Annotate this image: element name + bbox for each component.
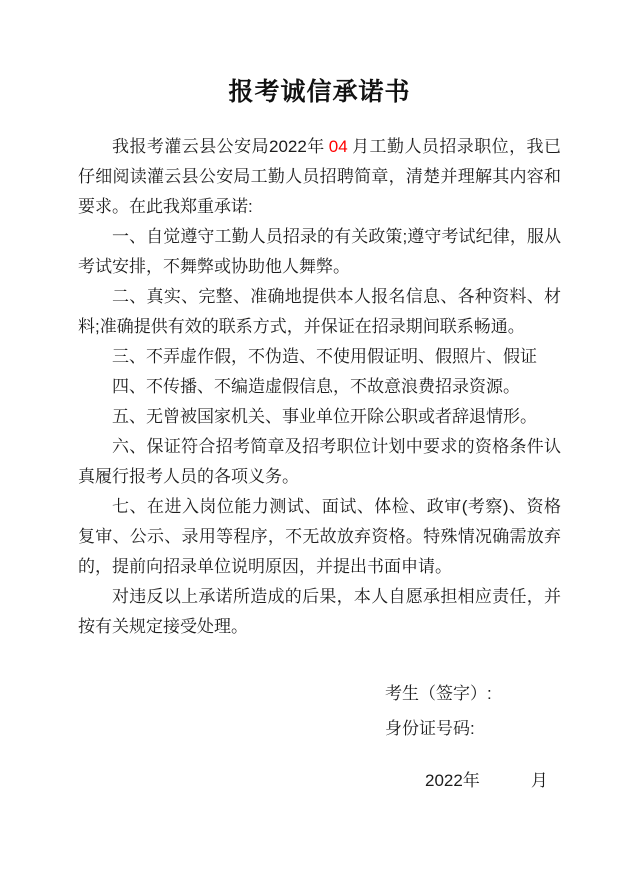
commitment-item-7: 七、在进入岗位能力测试、面试、体检、政审(考察)、资格复审、公示、录用等程序，不无故放弃资格。特殊情况确需放弃的，提前向招录单位说明原因，并提出书面申请。 [78, 497, 561, 576]
intro-paragraph [78, 132, 561, 222]
intro-text-prefix: 我报考灌云县公安局2022年 [112, 137, 325, 156]
highlighted-month: 04 [328, 137, 348, 156]
closing-paragraph: 对违反以上承诺所造成的后果，本人自愿承担相应责任，并按有关规定接受处理。 [78, 587, 561, 636]
intro-text-suffix: 月工勤人员招录职位，我已仔细阅读灌云县公安局工勤人员招聘简章，清楚并理解其内容和要求。在此我郑重承诺: [78, 137, 562, 216]
commitment-item-3: 三、不弄虚作假，不伪造、不使用假证明、假照片、假证 [112, 347, 537, 366]
commitment-item-5: 五、无曾被国家机关、事业单位开除公职或者辞退情形。 [112, 407, 537, 426]
id-number-label: 身份证号码: [385, 719, 475, 738]
commitment-item-6: 六、保证符合招考简章及招考职位计划中要求的资格条件认真履行报考人员的各项义务。 [78, 437, 561, 486]
date-line: 2022年 月 [425, 771, 548, 790]
commitment-item-2: 二、真实、完整、准确地提供本人报名信息、各种资料、材料;准确提供有效的联系方式，并保证在招录期间联系畅通。 [78, 287, 561, 336]
commitment-item-1: 一、自觉遵守工勤人员招录的有关政策;遵守考试纪律，服从考试安排，不舞弊或协助他人舞弊。 [78, 227, 561, 276]
document-title: 报考诚信承诺书 [228, 78, 411, 106]
signer-signature-label: 考生（签字）: [385, 684, 492, 703]
signature-block [385, 676, 561, 746]
commitment-item-4: 四、不传播、不编造虚假信息，不故意浪费招录资源。 [112, 377, 520, 396]
